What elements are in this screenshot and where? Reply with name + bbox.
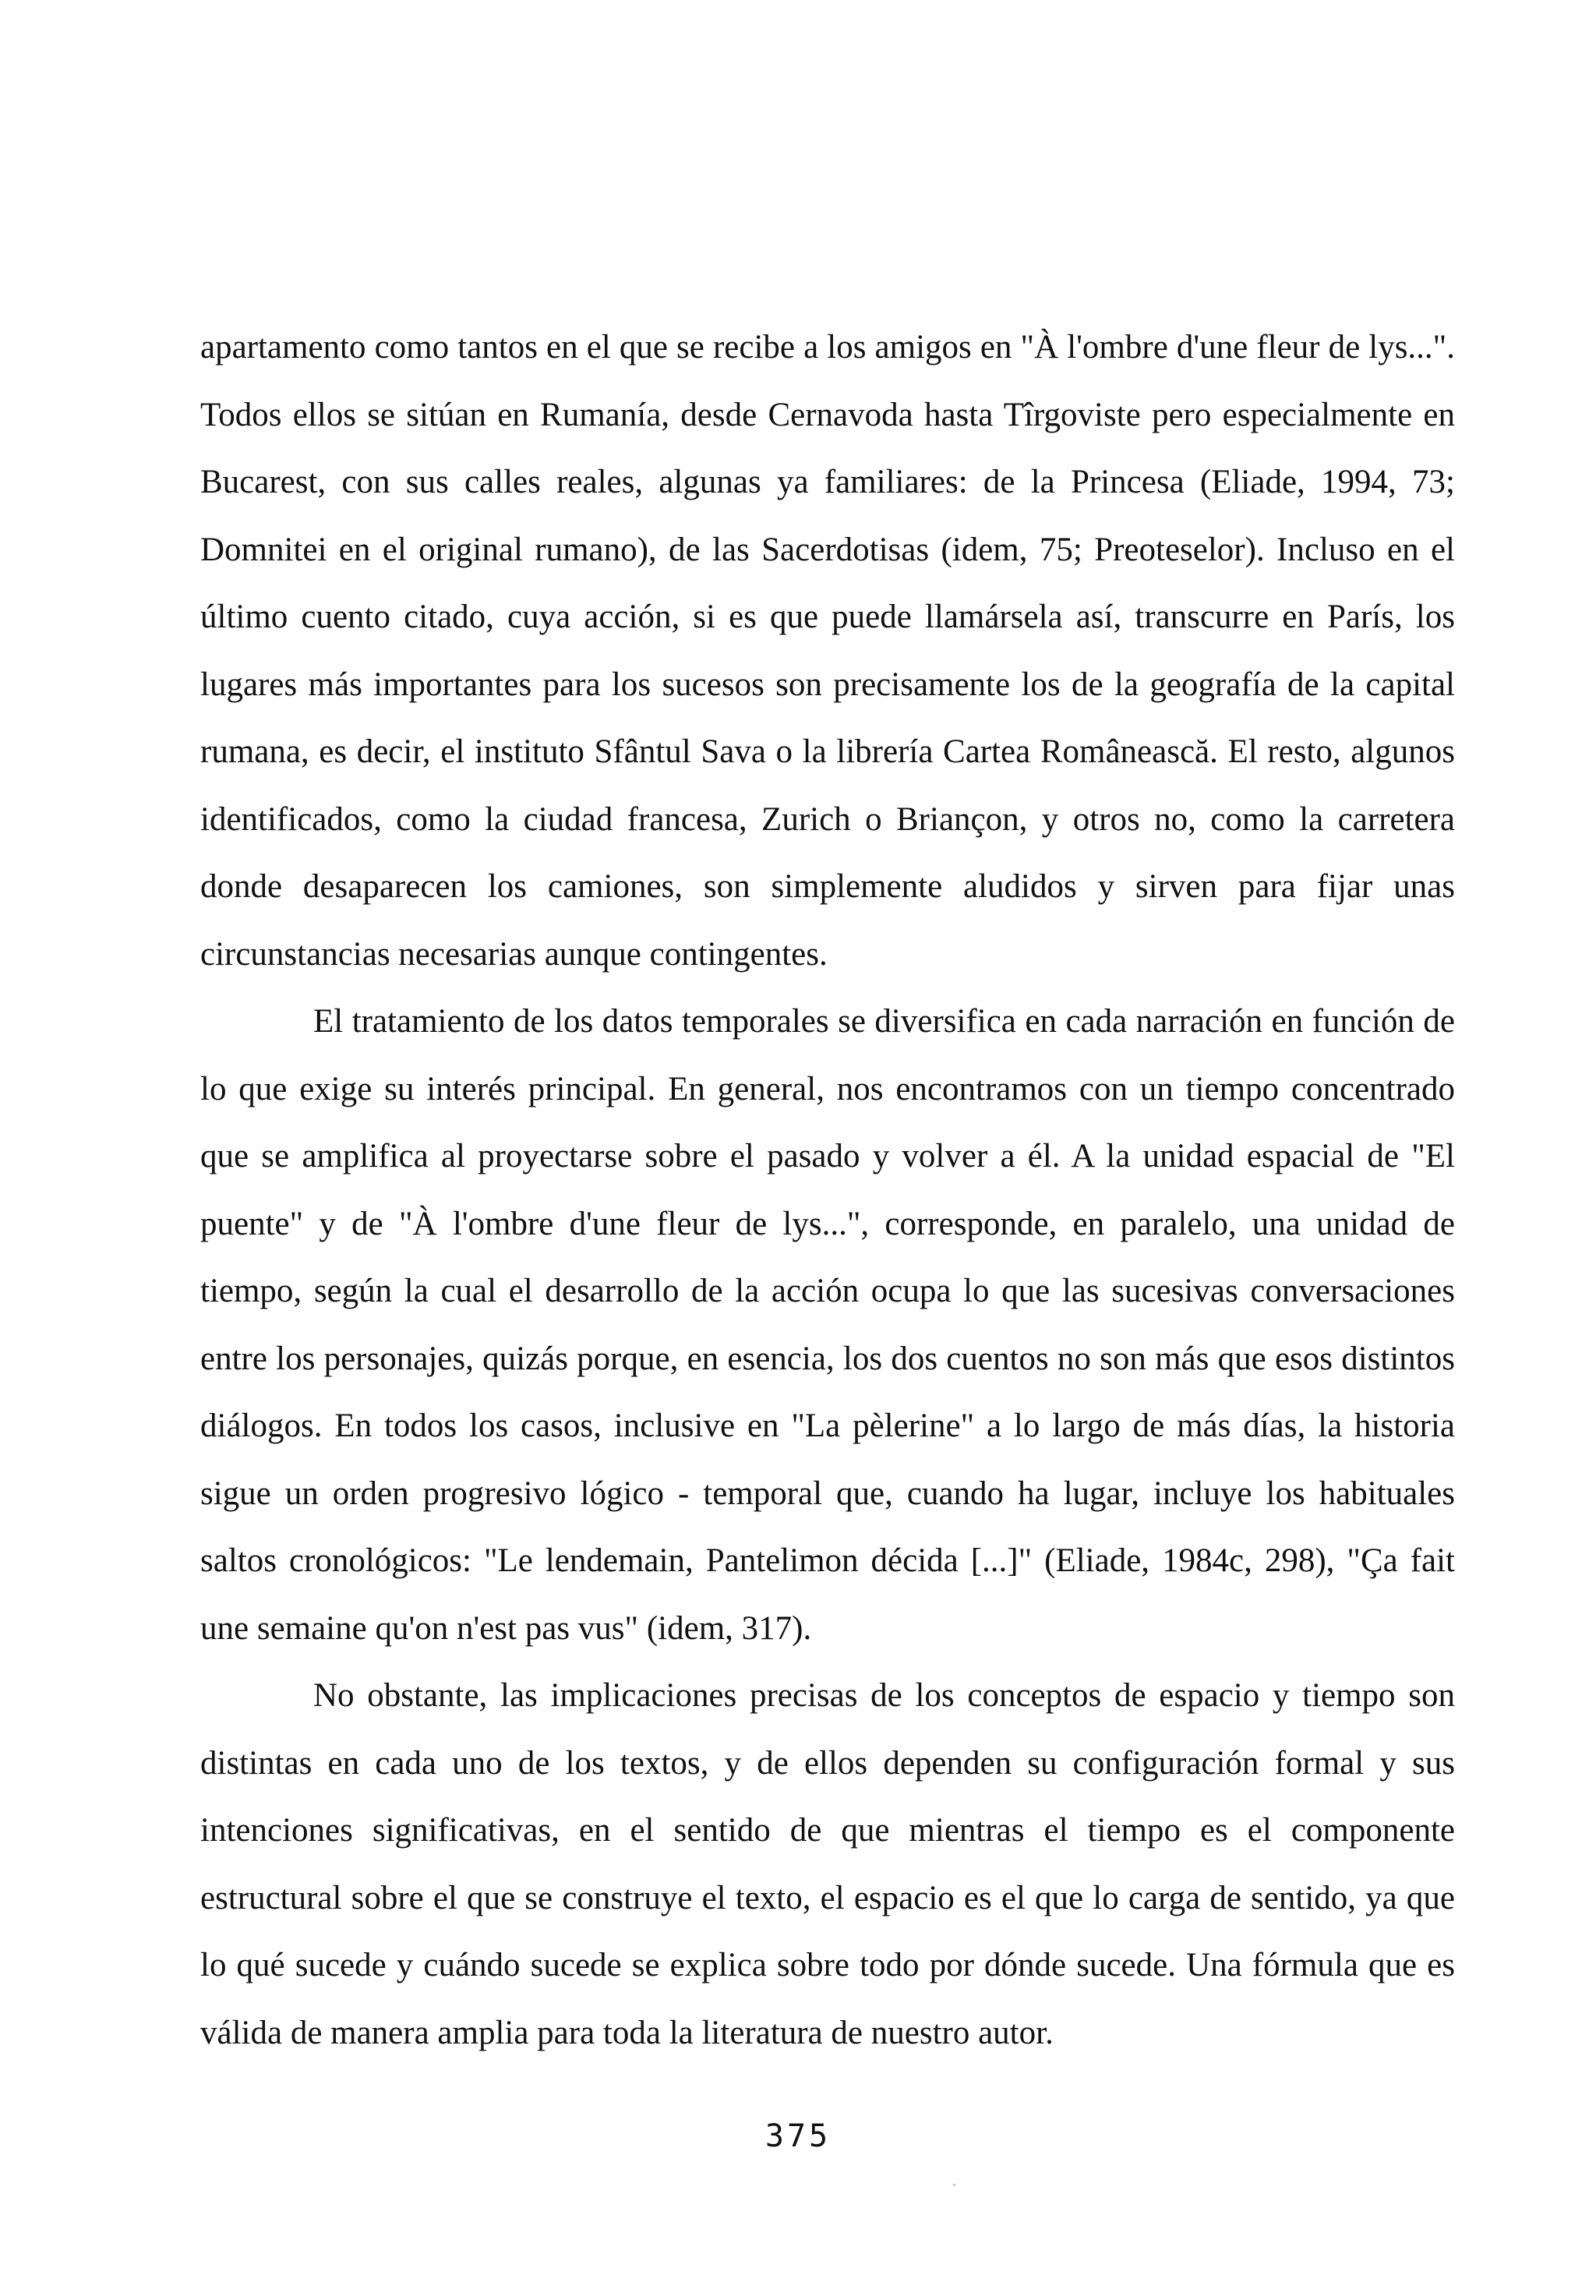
scan-speck bbox=[953, 2184, 955, 2186]
paragraph-2: El tratamiento de los datos temporales se diversifica en cada narración en función de lo que exige su interés principal. En general, nos encontramos con un tiempo concentrado que se amplifica al proyectarse sobre el pasado y volver a él. A la unidad espacial de "El puente" y de "À l'ombre d'une fleur de lys...", corresponde, en paralelo, una unidad de tiempo, según la cual el desarrollo de la acción ocupa lo que las sucesivas conversaciones entre los personajes, quizás porque, en esencia, los dos cuentos no son más que esos distintos diálogos. En todos los casos, inclusive en "La pèlerine" a lo largo de más días, la historia sigue un orden progresivo lógico - temporal que, cuando ha lugar, incluye los habituales saltos cronológicos: "Le lendemain, Pantelimon décida [...]" (Eliade, 1984c, 298), "Ça fait une semaine qu'on n'est pas vus" (idem, 317). bbox=[200, 1003, 1455, 1647]
body-text bbox=[200, 314, 1455, 2067]
paragraph-1: apartamento como tantos en el que se recibe a los amigos en "À l'ombre d'une fleur de lys...". Todos ellos se sitúan en Rumanía, desde Cernavoda hasta Tîrgoviste pero especialmente en Bucarest, con sus calles reales, algunas ya familiares: de la Princesa (Eliade, 1994, 73; Domnitei en el original rumano), de las Sacerdotisas (idem, 75; Preoteselor). Incluso en el último cuento citado, cuya acción, si es que puede llamársela así, transcurre en París, los lugares más importantes para los sucesos son precisamente los de la geografía de la capital rumana, es decir, el instituto Sfântul Sava o la librería Cartea Românească. El resto, algunos identificados, como la ciudad francesa, Zurich o Briançon, y otros no, como la carretera donde desaparecen los camiones, son simplemente aludidos y sirven para fijar unas circunstancias necesarias aunque contingentes. bbox=[200, 329, 1455, 973]
paragraph-3: No obstante, las implicaciones precisas de los conceptos de espacio y tiempo son distintas en cada uno de los textos, y de ellos dependen su configuración formal y sus intenciones significativas, en el sentido de que mientras el tiempo es el componente estructural sobre el que se construye el texto, el espacio es el que lo carga de sentido, ya que lo qué sucede y cuándo sucede se explica sobre todo por dónde sucede. Una fórmula que es válida de manera amplia para toda la literatura de nuestro autor. bbox=[200, 1677, 1455, 2051]
page-number: 375 bbox=[764, 2118, 832, 2154]
